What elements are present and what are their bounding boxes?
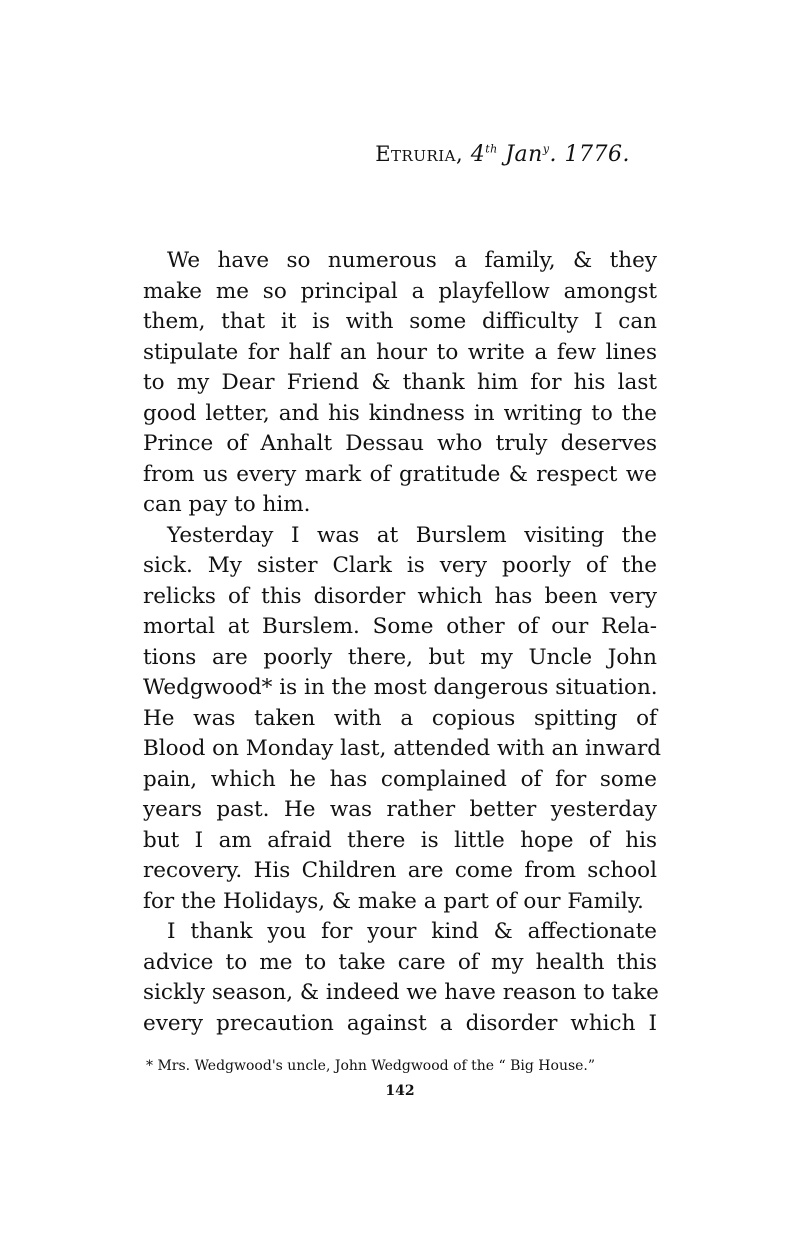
dateline-month-suffix: y (542, 142, 550, 156)
text-line: advice to me to take care of my health this (143, 949, 657, 975)
letter-body (143, 246, 662, 1039)
text-line: recovery. His Children are come from school (143, 858, 657, 883)
text-line: relicks of this disorder which has been very (143, 583, 657, 609)
text-line: Blood on Monday last, attended with an inward (143, 736, 662, 761)
dateline-date (471, 142, 630, 167)
text-line: sick. My sister Clark is very poorly of the (143, 553, 657, 578)
dateline-year: . 1776. (549, 142, 630, 167)
text-line: Wedgwood* is in the most dangerous situation. (143, 675, 658, 700)
text-line: good letter, and his kindness in writing to the (143, 400, 657, 426)
text-line: Prince of Anhalt Dessau who truly deserves (143, 431, 657, 456)
text-line: can pay to him. (143, 492, 311, 517)
text-line: from us every mark of gratitude & respect we (143, 461, 657, 487)
text-line: to my Dear Friend & thank him for his last (143, 370, 657, 395)
text-line: We have so numerous a family, & they (167, 248, 657, 273)
text-line: them, that it is with some difficulty I can (143, 309, 657, 334)
dateline-day: 4 (470, 142, 486, 167)
text-line: years past. He was rather better yesterday (143, 797, 657, 822)
text-line: mortal at Burslem. Some other of our Rela- (143, 614, 657, 639)
footnote: * Mrs. Wedgwood's uncle, John Wedgwood of the “ Big House.” (146, 1058, 596, 1074)
text-line: for the Holidays, & make a part of our Family. (143, 888, 644, 914)
page-number: 142 (385, 1083, 415, 1099)
text-line: make me so principal a playfellow amongst (143, 278, 657, 304)
text-line: Yesterday I was at Burslem visiting the (167, 522, 657, 548)
text-line: I thank you for your kind & affectionate (167, 919, 657, 944)
text-line: pain, which he has complained of for some (143, 766, 657, 792)
text-line: every precaution against a disorder which I (143, 1010, 657, 1036)
text-line: sickly season, & indeed we have reason to take (143, 980, 659, 1005)
text-line: stipulate for half an hour to write a few lines (143, 339, 657, 365)
dateline-place: Etruria, (375, 142, 464, 166)
dateline-day-suffix: th (485, 142, 498, 156)
text-line: but I am afraid there is little hope of his (143, 827, 657, 853)
text-line: He was taken with a copious spitting of (143, 705, 657, 731)
dateline-month: Jan (505, 142, 543, 167)
letter-dateline (375, 142, 630, 167)
text-line: tions are poorly there, but my Uncle John (143, 644, 657, 670)
